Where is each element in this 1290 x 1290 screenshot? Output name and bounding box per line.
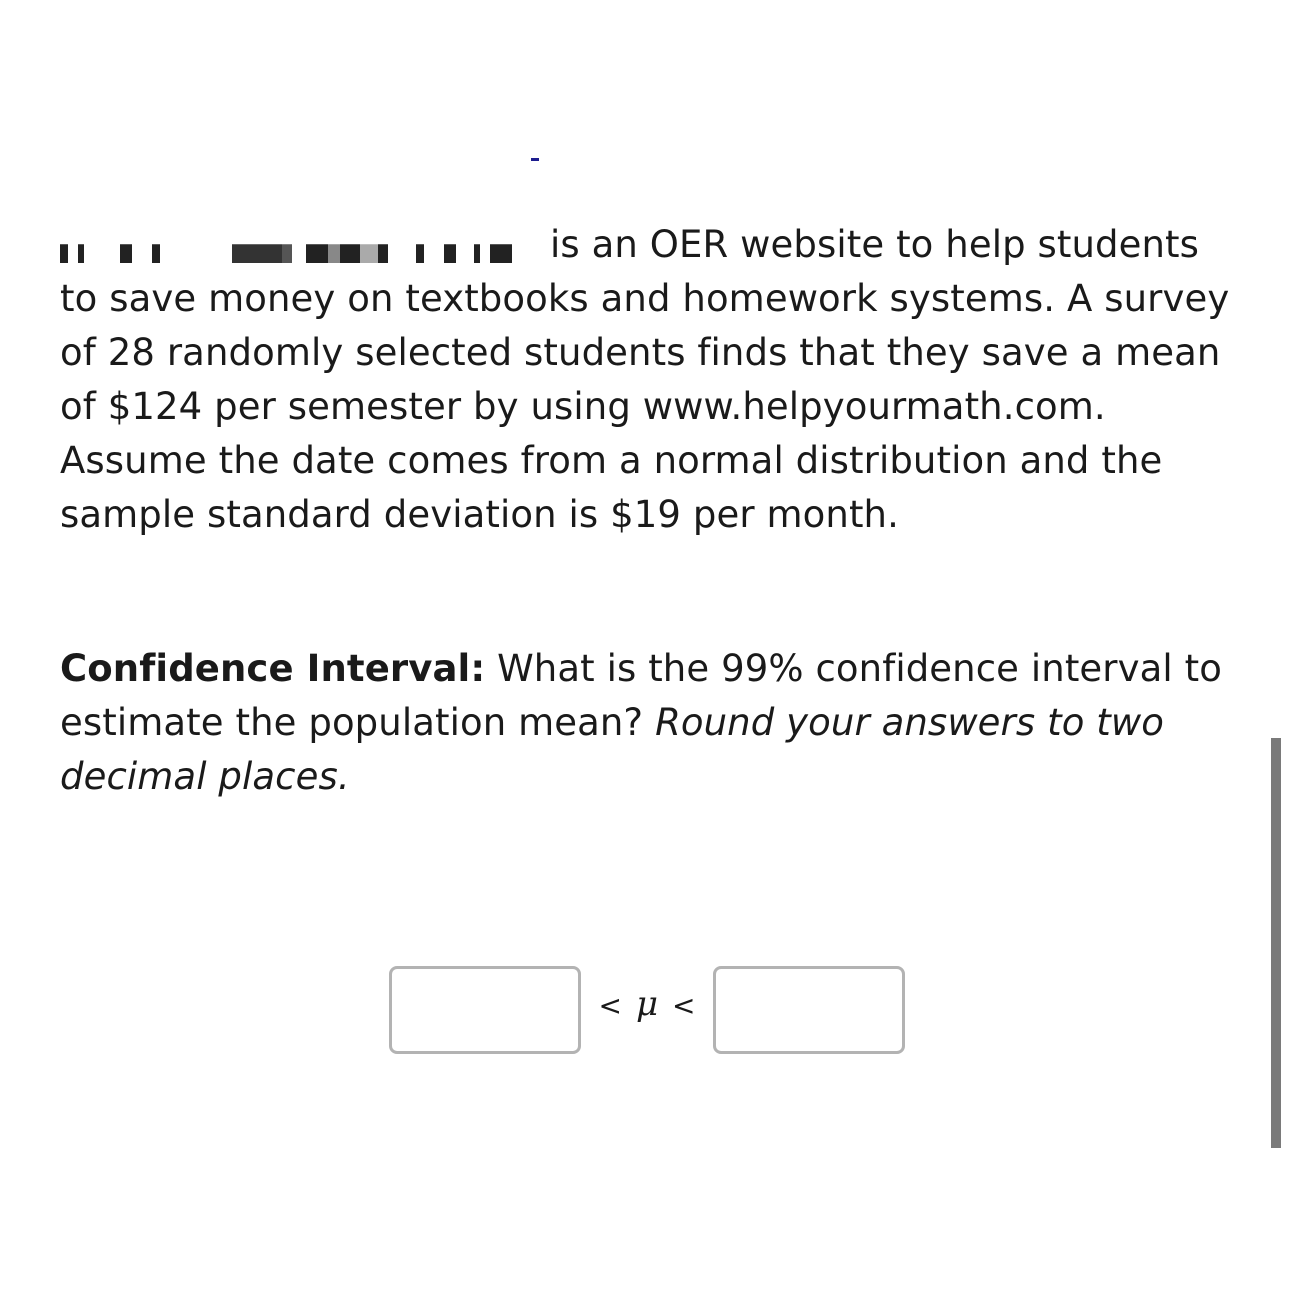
top-dash-mark xyxy=(531,158,539,161)
lower-bound-input[interactable] xyxy=(389,966,581,1054)
redacted-website-name xyxy=(60,229,538,263)
ci-question: What is the 99% confidence interval to estimate the population mean? xyxy=(60,647,1222,744)
less-than-right: < xyxy=(672,989,696,1022)
confidence-interval-paragraph xyxy=(60,642,1245,804)
mu-symbol: μ xyxy=(635,984,659,1024)
answer-row xyxy=(389,966,905,1054)
less-than-left: < xyxy=(598,989,622,1022)
ci-instruction: Round your answers to two decimal places. xyxy=(60,701,1164,798)
question-block xyxy=(60,218,1245,804)
problem-paragraph xyxy=(60,218,1245,542)
upper-bound-input[interactable] xyxy=(713,966,905,1054)
vertical-scrollbar[interactable] xyxy=(1271,738,1281,1148)
problem-text: is an OER website to help students to save money on textbooks and homework systems. A survey of 28 randomly selected students finds that they save a mean of $124 per semester by using www.helpyourmath.com. Assume the date comes from a normal distribution and the sample standard deviation is $19 per month. xyxy=(60,223,1230,536)
ci-heading: Confidence Interval: xyxy=(60,647,486,690)
inequality-expression xyxy=(581,984,713,1024)
